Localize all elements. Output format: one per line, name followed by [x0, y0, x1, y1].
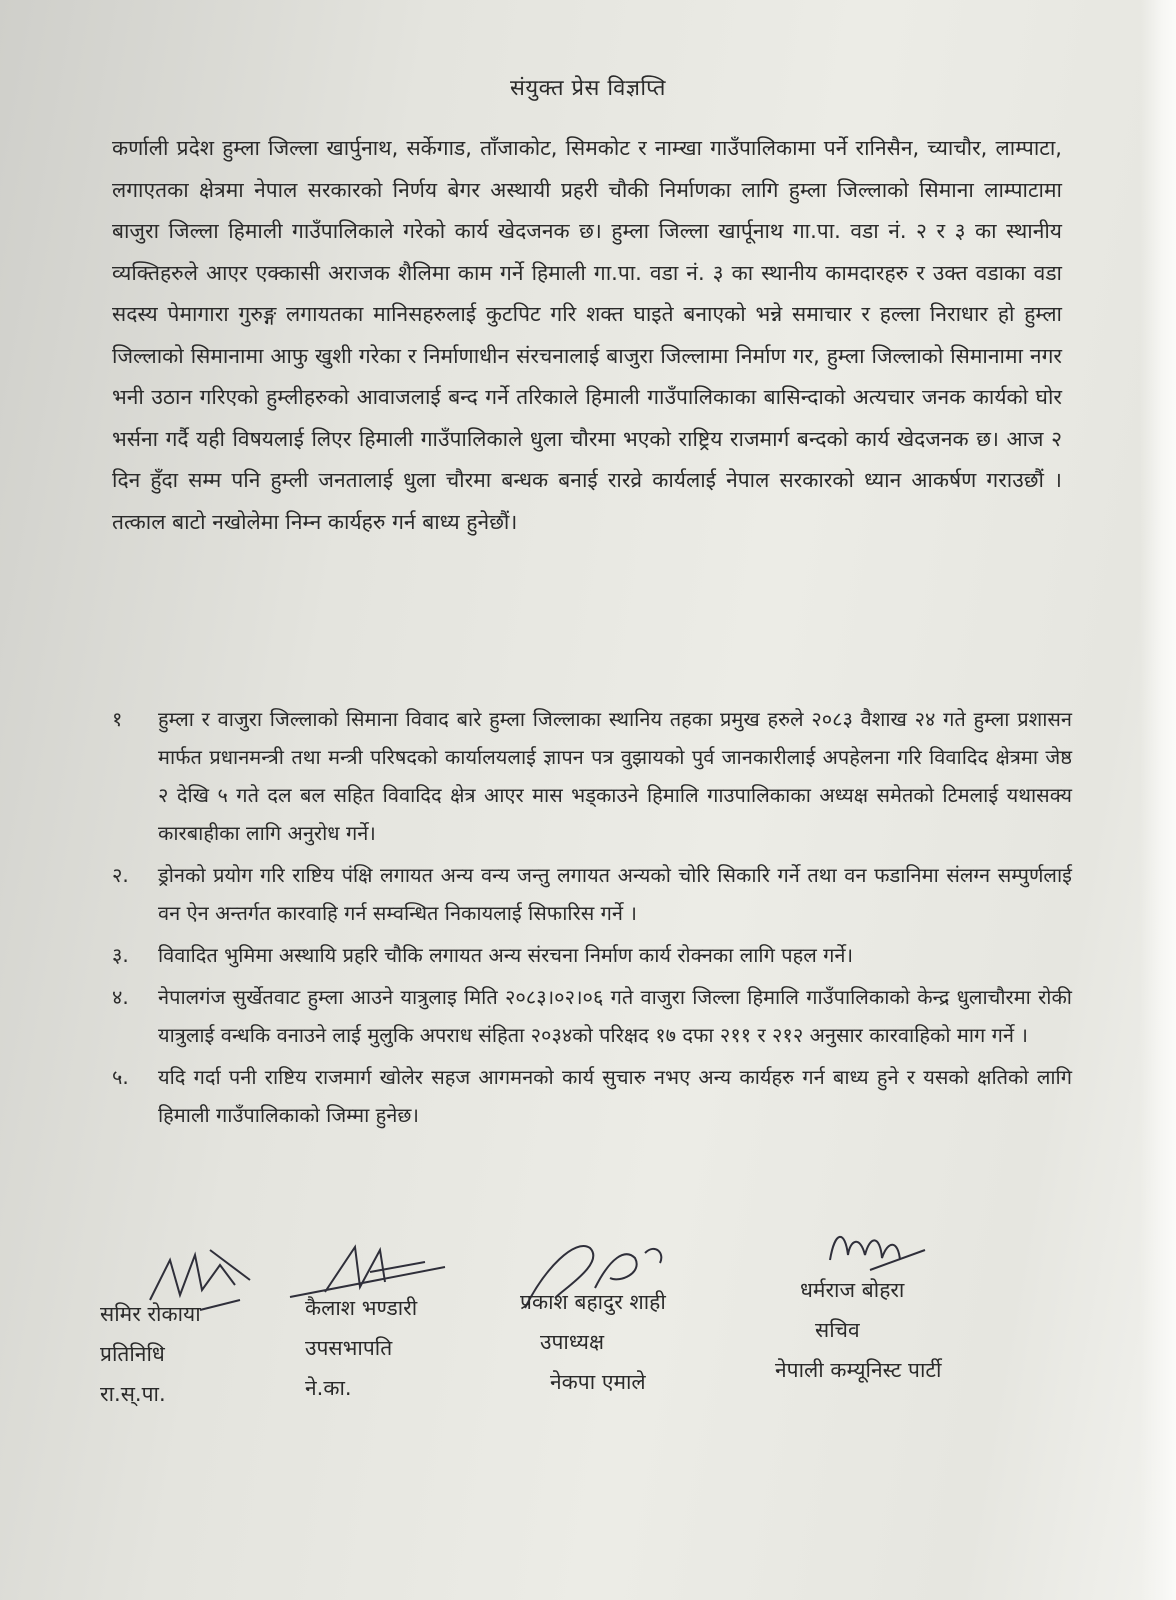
signatory-party: नेपाली कम्यूनिस्ट पार्टी [775, 1358, 942, 1382]
signature-block [100, 1250, 1020, 1450]
item-number: २. [112, 863, 129, 887]
item-text: यदि गर्दा पनी राष्टिय राजमार्ग खोलेर सहज आगमनको कार्य सुचारु नभए अन्य कार्यहरु गर्न बाध्य हुने र यसको क्षतिको लागि हिमाली गाउँपालिकाको जिम्मा हुनेछ। [158, 1065, 1072, 1127]
signatory-party: नेकपा एमाले [550, 1370, 646, 1394]
document-title: संयुक्त प्रेस विज्ञप्ति [510, 76, 666, 101]
signatory-position: उपसभापति [305, 1336, 393, 1360]
signatory [520, 1282, 666, 1402]
signatory [100, 1294, 201, 1414]
signatory-party: रा.स्.पा. [100, 1382, 166, 1406]
signatory-name: प्रकाश बहादुर शाही [520, 1290, 666, 1314]
item-number: ४. [112, 985, 129, 1009]
signatory-position: प्रतिनिधि [100, 1342, 165, 1366]
paper-edge [1140, 0, 1176, 1600]
list-item [112, 978, 1072, 1054]
list-item [112, 856, 1072, 932]
signatory-name: कैलाश भण्डारी [305, 1296, 418, 1320]
signatory-name: समिर रोकाया [100, 1302, 201, 1326]
list-item [112, 700, 1072, 852]
item-text: ड्रोनको प्रयोग गरि राष्टिय पंक्षि लगायत अन्य वन्य जन्तु लगायत अन्यको चोरि सिकारि गर्ने तथा वन फडानिमा संलग्न सम्पुर्णलाई वन ऐन अन्तर्गत कारवाहि गर्न सम्वन्धित निकायलाई सिफारिस गर्ने । [158, 863, 1072, 925]
item-number: ५. [112, 1065, 129, 1089]
item-text: हुम्ला र वाजुरा जिल्लाको सिमाना विवाद बारे हुम्ला जिल्लाका स्थानिय तहका प्रमुख हरुले २०८३ वैशाख २४ गते हुम्ला प्रशासन मार्फत प्रधानमन्त्री तथा मन्त्री परिषदको कार्यालयलाई ज्ञापन पत्र वुझायको पुर्व जानकारीलाई अपहेलना गरि विवादिद क्षेत्रमा जेष्ठ २ देखि ५ गते दल बल सहित विवादिद क्षेत्र आएर मास भड्काउने हिमालि गाउपालिकाका अध्यक्ष समेतको टिमलाई यथासक्य कारबाहीका लागि अनुरोध गर्ने। [158, 707, 1072, 845]
item-text: विवादित भुमिमा अस्थायि प्रहरि चौकि लगायत अन्य संरचना निर्माण कार्य रोक्नका लागि पहल गर्ने। [158, 943, 854, 967]
body-paragraph: कर्णाली प्रदेश हुम्ला जिल्ला खार्पुनाथ, सर्केगाड, ताँजाकोट, सिमकोट र नाम्खा गाउँपालिकामा पर्ने रानिसैन, च्याचौर, लाम्पाटा, लगाएतका क्षेत्रमा नेपाल सरकारको निर्णय बेगर अस्थायी प्रहरी चौकी निर्माणका लागि हुम्ला जिल्लाको सिमाना लाम्पाटामा बाजुरा जिल्ला हिमाली गाउँपालिकाले गरेको कार्य खेदजनक छ। हुम्ला जिल्ला खार्पूनाथ गा.पा. वडा नं. २ र ३ का स्थानीय व्यक्तिहरुले आएर एक्कासी अराजक शैलिमा काम गर्ने हिमाली गा.पा. वडा नं. ३ का स्थानीय कामदारहरु र उक्त वडाका वडा सदस्य पेमागारा गुरुङ्ग लगायतका मानिसहरुलाई कुटपिट गरि शक्त घाइते बनाएको भन्ने समाचार र हल्ला निराधार हो हुम्ला जिल्लाको सिमानामा आफु खुशी गरेका र निर्माणाधीन संरचनालाई बाजुरा जिल्लामा निर्माण गर, हुम्ला जिल्लाको सिमानामा नगर भनी उठान गरिएको हुम्लीहरुको आवाजलाई बन्द गर्ने तरिकाले हिमाली गाउँपालिकाका बासिन्दाको अत्यचार जनक कार्यको घोर भर्सना गर्दै यही विषयलाई लिएर हिमाली गाउँपालिकाले धुला चौरमा भएको राष्ट्रिय राजमार्ग बन्दको कार्य खेदजनक छ। आज २ दिन हुँदा सम्म पनि हुम्ली जनतालाई धुला चौरमा बन्धक बनाई रारव्रे कार्यलाई नेपाल सरकारको ध्यान आकर्षण गराउछौं । तत्काल बाटो नखोलेमा निम्न कार्यहरु गर्न बाध्य हुनेछौं। [112, 136, 1062, 534]
demands-list [112, 700, 1072, 1138]
item-number: १ [112, 707, 123, 731]
signatory-position: सचिव [815, 1318, 860, 1342]
item-number: ३. [112, 943, 129, 967]
list-item [112, 1058, 1072, 1134]
signatory-name: धर्मराज बोहरा [800, 1278, 905, 1302]
item-text: नेपालगंज सुर्खेतवाट हुम्ला आउने यात्रुलाइ मिति २०८३।०२।०६ गते वाजुरा जिल्ला हिमालि गाउँपालिकाको केन्द्र धुलाचौरमा रोकी यात्रुलाई वन्धकि वनाउने लाई मुलुकि अपराध संहिता २०३४को परिक्षद १७ दफा २११ र २१२ अनुसार कारवाहिको माग गर्ने । [158, 985, 1072, 1047]
signatory [305, 1288, 417, 1408]
list-item [112, 936, 1072, 974]
signatory [775, 1270, 941, 1390]
signatory-position: उपाध्यक्ष [540, 1330, 605, 1354]
signatory-party: ने.का. [305, 1376, 352, 1400]
